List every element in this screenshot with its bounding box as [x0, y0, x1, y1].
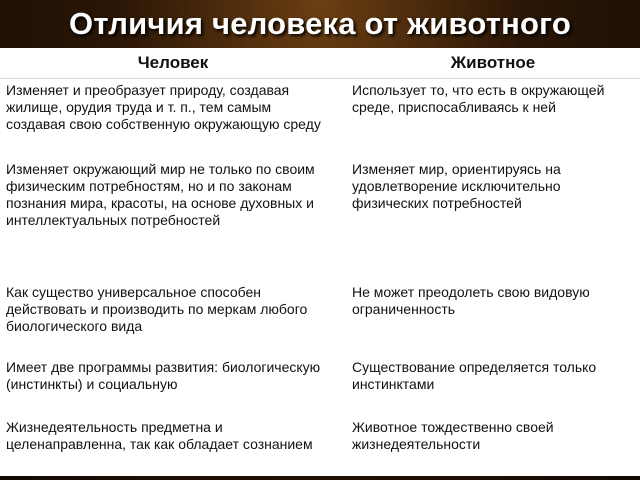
table-row — [0, 158, 640, 281]
cell-human: Имеет две программы развития: биологическую (инстинкты) и социальную — [6, 359, 321, 392]
table-row — [0, 79, 640, 159]
table-row — [0, 356, 640, 416]
comparison-table-container — [0, 48, 640, 476]
cell-animal: Использует то, что есть в окружающей среде, приспосабливаясь к ней — [352, 82, 605, 115]
cell-human: Изменяет окружающий мир не только по своим физическим потребностям, но и по законам познания мира, красоты, на основе духовных и интеллектуальных потребностей — [6, 161, 315, 228]
table-row — [0, 281, 640, 356]
header-animal: Животное — [346, 48, 640, 79]
table-row — [0, 416, 640, 476]
cell-human: Изменяет и преобразует природу, создавая жилище, орудия труда и т. п., тем самым создавая свою собственную окружающую среду — [6, 82, 321, 132]
cell-animal: Изменяет мир, ориентируясь на удовлетворение исключительно физических потребностей — [352, 161, 561, 211]
cell-human: Жизнедеятельность предметна и целенаправленна, так как обладает сознанием — [6, 419, 313, 452]
header-human: Человек — [0, 48, 346, 79]
comparison-table — [0, 48, 640, 476]
slide-title: Отличия человека от животного — [69, 6, 571, 41]
cell-animal: Животное тождественно своей жизнедеятельности — [352, 419, 554, 452]
cell-animal: Существование определяется только инстинктами — [352, 359, 597, 392]
cell-animal: Не может преодолеть свою видовую ограниченность — [352, 284, 590, 317]
table-header-row — [0, 48, 640, 79]
cell-human: Как существо универсальное способен действовать и производить по меркам любого биологического вида — [6, 284, 308, 334]
